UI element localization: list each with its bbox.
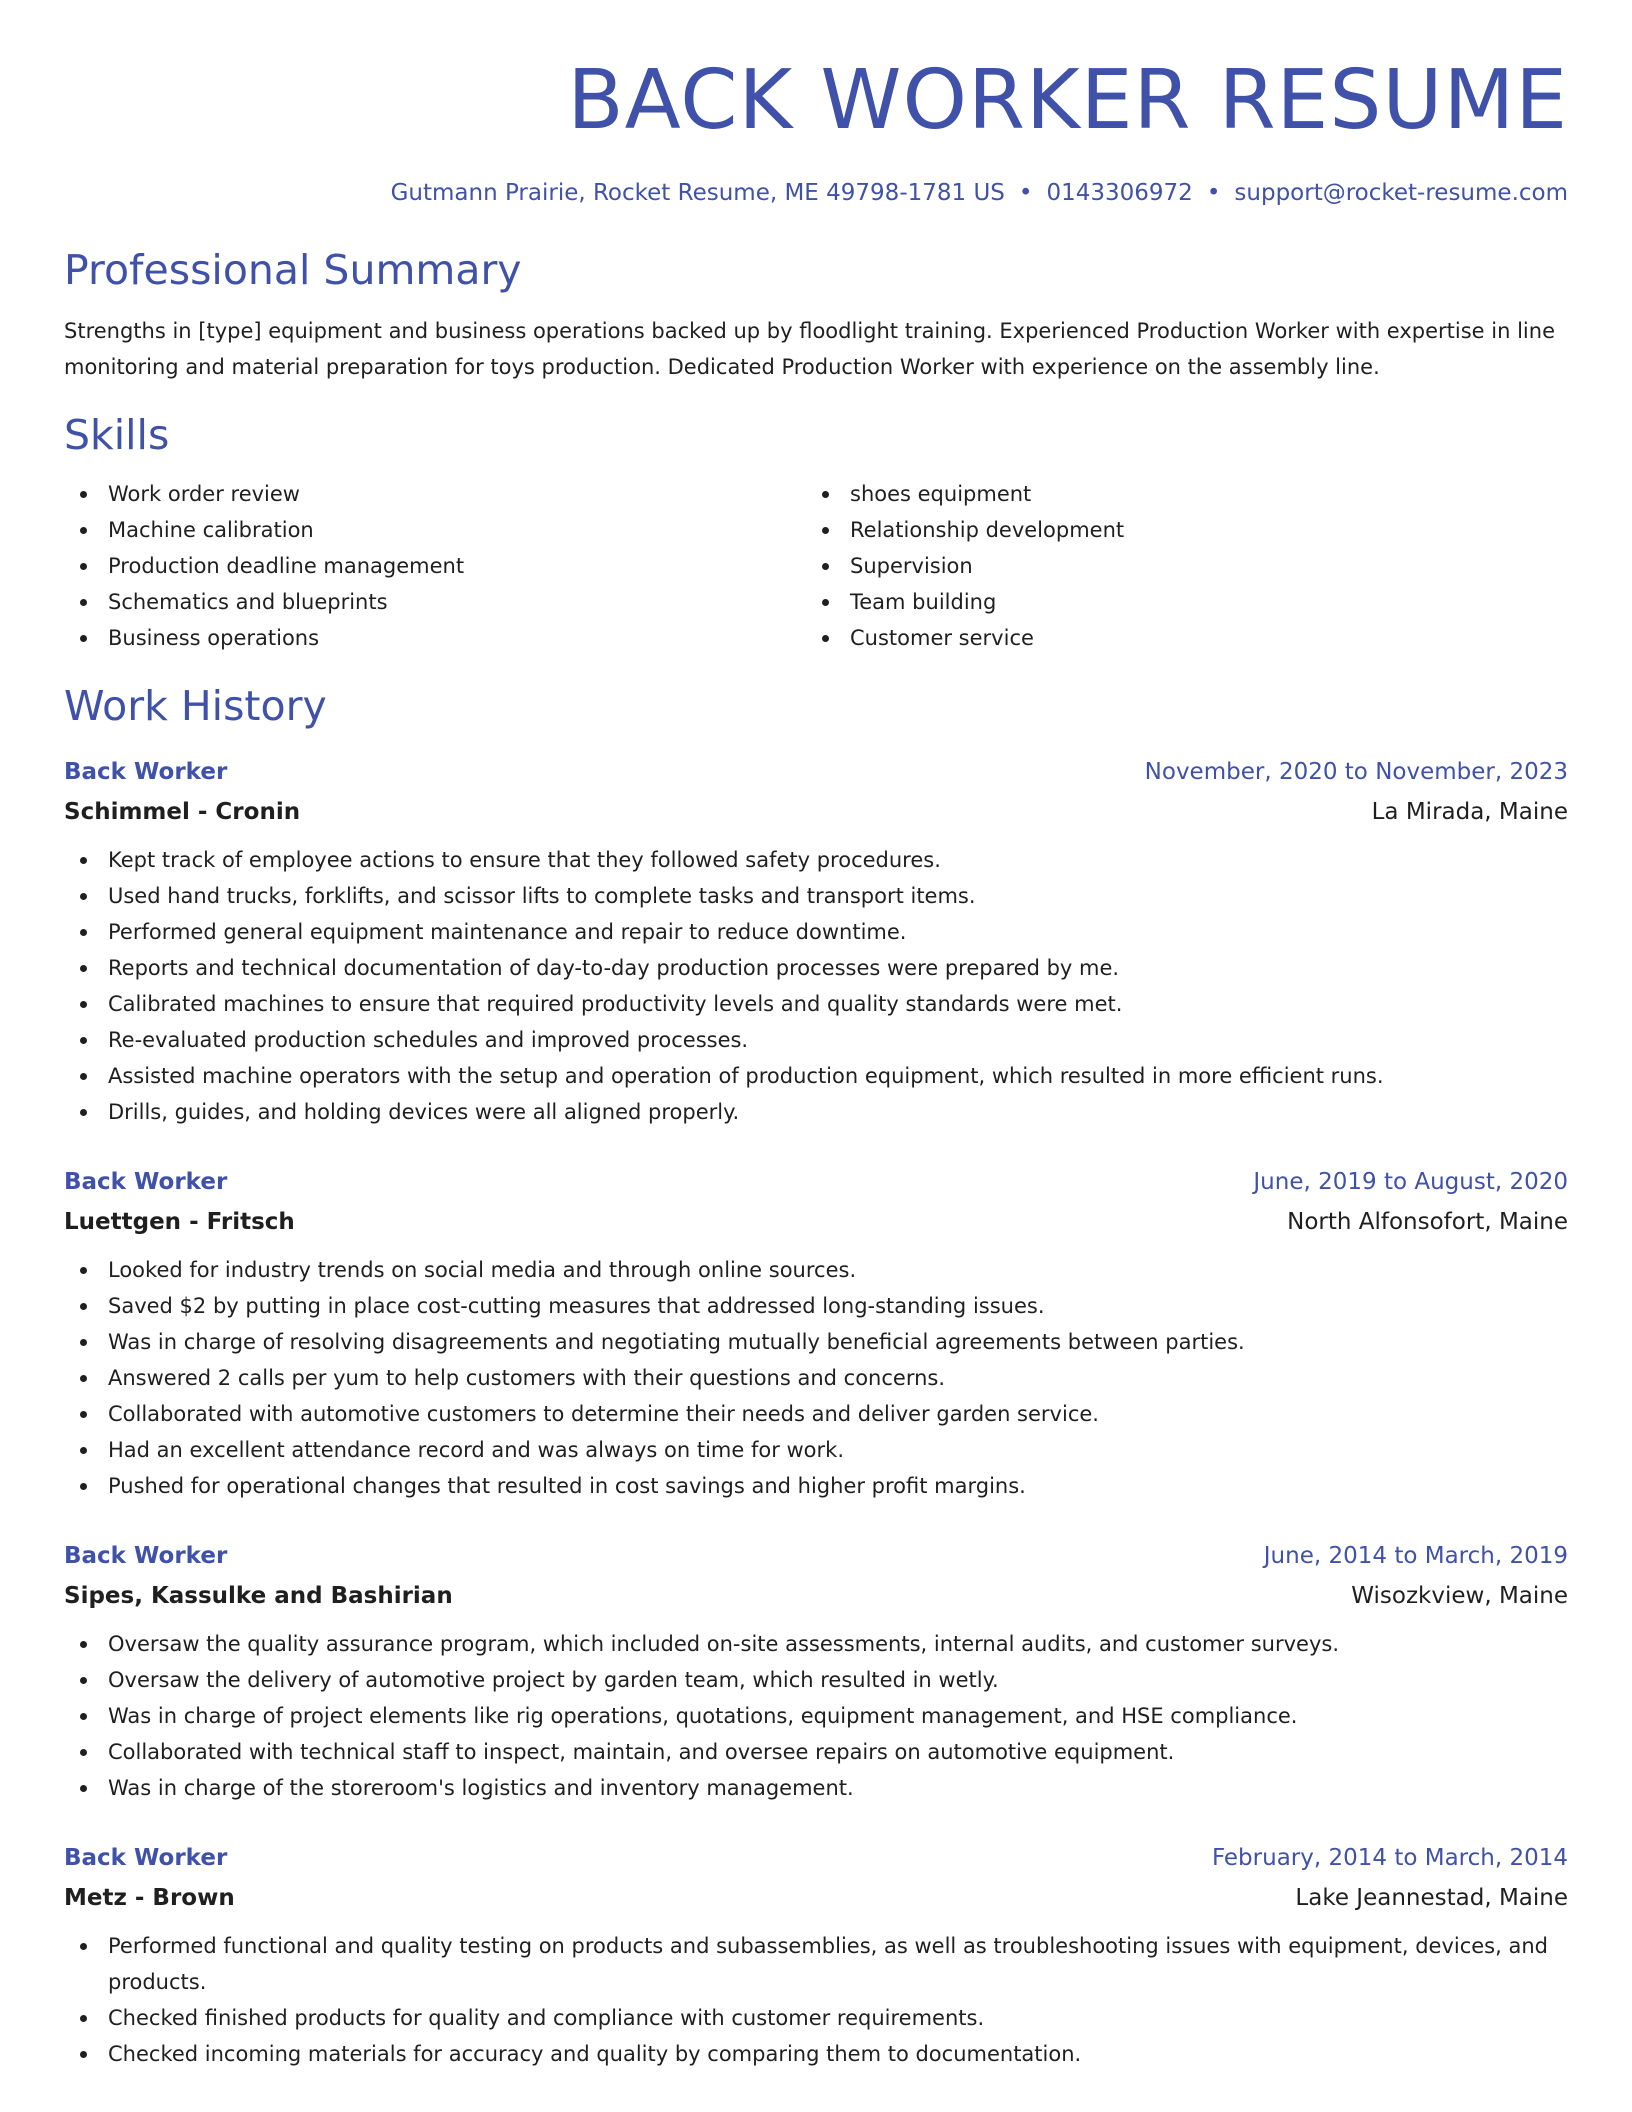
job-bullets (64, 1626, 1568, 1806)
job-bullets (64, 842, 1568, 1130)
skill-item: Team building (806, 584, 1548, 620)
job-bullet: Was in charge of project elements like rig operations, quotations, equipment management, and HSE compliance. (64, 1698, 1568, 1734)
skill-item: Schematics and blueprints (64, 584, 806, 620)
job-bullet: Checked incoming materials for accuracy and quality by comparing them to documentation. (64, 2036, 1568, 2072)
job-title: Back Worker (64, 1844, 228, 1871)
skills-column-right (806, 476, 1548, 656)
job-dates: June, 2014 to March, 2019 (1263, 1542, 1568, 1569)
job-location: Wisozkview, Maine (1351, 1582, 1568, 1609)
job-bullet: Looked for industry trends on social media and through online sources. (64, 1252, 1568, 1288)
job-bullet: Performed general equipment maintenance and repair to reduce downtime. (64, 914, 1568, 950)
job-bullet: Oversaw the quality assurance program, which included on-site assessments, internal audits, and customer surveys. (64, 1626, 1568, 1662)
job-bullet: Performed functional and quality testing on products and subassemblies, as well as troubleshooting issues with equipment, devices, and products. (64, 1928, 1568, 2000)
job-dates: June, 2019 to August, 2020 (1253, 1168, 1568, 1195)
job-company: Luettgen - Fritsch (64, 1208, 295, 1235)
contact-phone: 0143306972 (1046, 180, 1193, 206)
job-bullet: Checked finished products for quality and compliance with customer requirements. (64, 2000, 1568, 2036)
skill-item: Relationship development (806, 512, 1548, 548)
job-bullet: Pushed for operational changes that resulted in cost savings and higher profit margins. (64, 1468, 1568, 1504)
job-entry (64, 752, 1568, 1130)
skills-list (64, 476, 1568, 656)
job-bullet: Answered 2 calls per yum to help customers with their questions and concerns. (64, 1360, 1568, 1396)
job-entry (64, 1536, 1568, 1806)
job-title: Back Worker (64, 1542, 228, 1569)
job-title: Back Worker (64, 1168, 228, 1195)
summary-heading: Professional Summary (64, 246, 522, 294)
skills-heading: Skills (64, 411, 170, 460)
job-bullet: Had an excellent attendance record and was always on time for work. (64, 1432, 1568, 1468)
job-bullet: Was in charge of the storeroom's logistics and inventory management. (64, 1770, 1568, 1806)
job-bullet: Assisted machine operators with the setup and operation of production equipment, which resulted in more efficient runs. (64, 1058, 1568, 1094)
job-bullet: Collaborated with technical staff to inspect, maintain, and oversee repairs on automotive equipment. (64, 1734, 1568, 1770)
job-dates: November, 2020 to November, 2023 (1144, 758, 1568, 785)
job-location: La Mirada, Maine (1371, 798, 1568, 825)
job-location: Lake Jeannestad, Maine (1295, 1884, 1568, 1911)
job-bullet: Drills, guides, and holding devices were all aligned properly. (64, 1094, 1568, 1130)
job-bullet: Reports and technical documentation of day-to-day production processes were prepared by me. (64, 950, 1568, 986)
job-bullet: Was in charge of resolving disagreements and negotiating mutually beneficial agreements between parties. (64, 1324, 1568, 1360)
job-entry (64, 1162, 1568, 1504)
job-bullet: Kept track of employee actions to ensure that they followed safety procedures. (64, 842, 1568, 878)
job-company: Schimmel - Cronin (64, 798, 301, 825)
job-bullet: Calibrated machines to ensure that required productivity levels and quality standards were met. (64, 986, 1568, 1022)
job-dates: February, 2014 to March, 2014 (1211, 1844, 1568, 1871)
skill-item: Production deadline management (64, 548, 806, 584)
job-bullets (64, 1928, 1568, 2072)
contact-separator: • (1018, 180, 1033, 206)
resume-title: BACK WORKER RESUME (567, 53, 1568, 148)
contact-email: support@rocket-resume.com (1234, 180, 1568, 206)
skill-item: Machine calibration (64, 512, 806, 548)
job-company: Metz - Brown (64, 1884, 235, 1911)
skill-item: Work order review (64, 476, 806, 512)
contact-separator: • (1206, 180, 1221, 206)
job-bullets (64, 1252, 1568, 1504)
resume-page (64, 0, 1568, 2072)
job-bullet: Used hand trucks, forklifts, and scissor lifts to complete tasks and transport items. (64, 878, 1568, 914)
contact-address: Gutmann Prairie, Rocket Resume, ME 49798-1781 US (390, 180, 1005, 206)
skill-item: Customer service (806, 620, 1548, 656)
job-bullet: Oversaw the delivery of automotive project by garden team, which resulted in wetly. (64, 1662, 1568, 1698)
contact-line (64, 180, 1568, 206)
job-entry (64, 1838, 1568, 2072)
job-title: Back Worker (64, 758, 228, 785)
job-company: Sipes, Kassulke and Bashirian (64, 1582, 453, 1609)
skills-column-left (64, 476, 806, 656)
job-bullet: Collaborated with automotive customers to determine their needs and deliver garden service. (64, 1396, 1568, 1432)
job-bullet: Re-evaluated production schedules and improved processes. (64, 1022, 1568, 1058)
work-history-heading: Work History (64, 682, 327, 731)
skill-item: Business operations (64, 620, 806, 656)
job-location: North Alfonsofort, Maine (1287, 1208, 1568, 1235)
summary-text: Strengths in [type] equipment and business operations backed up by floodlight training. Experienced Production Worker with expertise in line monitoring and material preparation for toys production. Dedicated Production Worker with experience on the assembly line. (64, 319, 1555, 380)
skill-item: shoes equipment (806, 476, 1548, 512)
job-bullet: Saved $2 by putting in place cost-cutting measures that addressed long-standing issues. (64, 1288, 1568, 1324)
skill-item: Supervision (806, 548, 1548, 584)
